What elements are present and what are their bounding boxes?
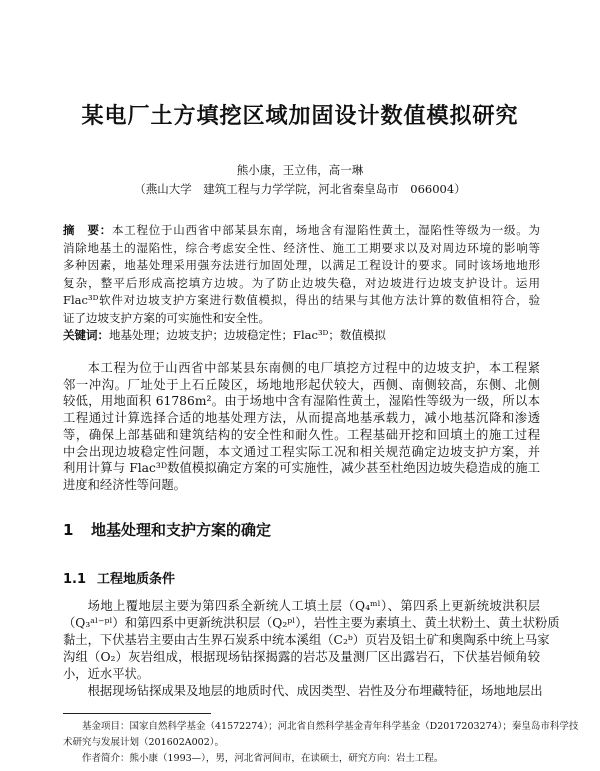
- text-line: 沟组（O₂）灰岩组成，根据现场钻探揭露的岩芯及量测厂区出露岩石，下伏基岩倾角较: [63, 650, 540, 664]
- abstract-line: 多种因素，地基处理采用强夯法进行加固处理，以满足工程设计的要求。同时该场地地形: [63, 258, 540, 272]
- footnote-author: 作者简介：熊小康（1993—），男，河北省河间市，在读硕士，研究方向：岩土工程。: [82, 753, 444, 764]
- text-line: 邻一冲沟。厂址处于上石丘陵区，场地地形起伏较大，西侧、南侧较高，东侧、北侧: [63, 377, 540, 392]
- footnote-divider: [63, 713, 211, 714]
- keywords-line: [63, 327, 540, 345]
- authors: 熊小康，王立伟，高一琳: [236, 163, 364, 177]
- text-line: 中会出现边坡稳定性问题，本文通过工程实际工况和相关规范确定边坡支护方案，并: [63, 444, 540, 459]
- text-line: 工程通过计算选择合适的地基处理方法，从而提高地基承载力，减小地基沉降和渗透: [63, 411, 540, 426]
- abstract-line: 证了边坡支护方案的可实施性和安全性。: [63, 310, 270, 325]
- section-number: 1: [63, 521, 74, 539]
- text-line: 等，确保上部基础和建筑结构的安全性和耐久性。工程基础开挖和回填土的施工过程: [63, 427, 540, 442]
- section-heading: [63, 520, 540, 540]
- text-line: 场地上覆地层主要为第四系全新统人工填土层（Q₄ᵐˡ）、第四系上更新统坡洪积层: [87, 599, 540, 613]
- abstract: [63, 222, 540, 345]
- abstract-label: 摘 要：: [63, 223, 112, 237]
- abstract-line: 复杂，整平后形成高挖填方边坡。为了防止边坡失稳，对边坡进行边坡支护设计。运用: [63, 275, 540, 290]
- keywords-label: 关键词：: [63, 328, 109, 342]
- text-line: 根据现场钻探成果及地层的地质时代、成因类型、岩性及分布埋藏特征，场地地层出: [87, 684, 543, 698]
- text-line: 较低，用地面积 61786m²。由于场地中含有湿陷性黄土，湿陷性等级为一级，所以本: [63, 394, 540, 409]
- intro-paragraph: [63, 360, 540, 494]
- text-line: （Q₃ᵃˡ⁻ᵖˡ）和第四系中更新统洪积层（Q₂ᵖˡ），岩性主要为素填土、黄土状粉土、黄土状粉质: [63, 616, 560, 630]
- text-line: 进度和经济性等问题。: [63, 477, 186, 492]
- subsection-title: 工程地质条件: [97, 572, 176, 587]
- text-line: 黏土，下伏基岩主要由古生界石炭系中统本溪组（C₂ᵇ）页岩及铝土矿和奥陶系中统上马家: [63, 633, 550, 647]
- abstract-line: [63, 222, 540, 240]
- footnote-funding-cont: 术研究与发展计划（201602A002）。: [63, 737, 225, 748]
- text-line: 小，近水平状。: [63, 667, 150, 681]
- abstract-line: 消除地基土的湿陷性，综合考虑安全性、经济性、施工工期要求以及对周边环境的影响等: [63, 240, 540, 255]
- paper-title: 某电厂土方填挖区域加固设计数值模拟研究: [81, 104, 519, 129]
- text-line: 利用计算与 Flac³ᴰ数值模拟确定方案的可实施性，减少甚至杜绝因边坡失稳造成的施工: [63, 461, 540, 476]
- geology-paragraph: [63, 598, 560, 700]
- text-line: 本工程为位于山西省中部某县东南侧的电厂填挖方过程中的边坡支护，本工程紧: [87, 361, 540, 375]
- keywords-text: 地基处理；边坡支护；边坡稳定性；Flac³ᴰ；数值模拟: [109, 328, 386, 342]
- footnotes: [63, 719, 579, 767]
- subsection-heading: [63, 571, 540, 589]
- abstract-text: 本工程位于山西省中部某县东南，场地含有湿陷性黄土，湿陷性等级为一级。为: [112, 223, 540, 237]
- affiliation: （燕山大学 建筑工程与力学学院，河北省秦皇岛市 066004）: [134, 182, 466, 196]
- abstract-line: Flac³ᴰ软件对边坡支护方案进行数值模拟，得出的结果与其他方法计算的数值相符合，验: [63, 293, 540, 307]
- subsection-number: 1.1: [63, 572, 87, 587]
- footnote-funding: 基金项目：国家自然科学基金（41572274）；河北省自然科学基金青年科学基金（D2017203274）；秦皇岛市科学技: [82, 721, 579, 732]
- section-title: 地基处理和支护方案的确定: [91, 521, 272, 539]
